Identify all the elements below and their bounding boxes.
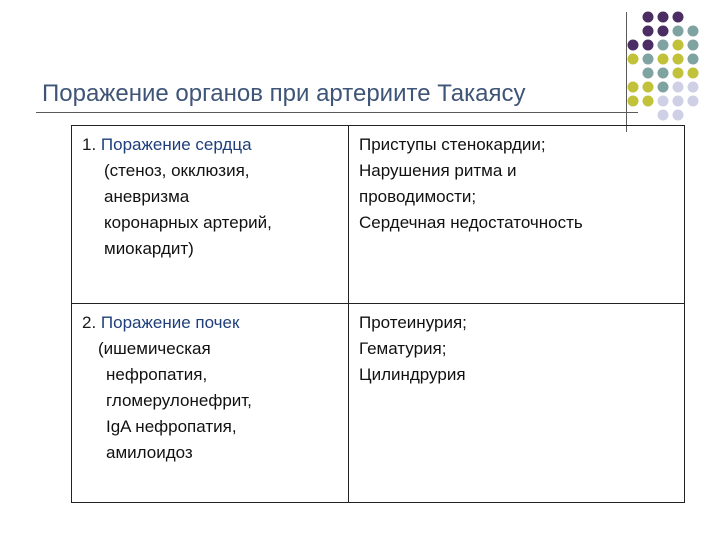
detail-line: гломерулонефрит, [106, 391, 252, 410]
decor-dot [628, 82, 639, 93]
slide-title: Поражение органов при артериите Такаясу [42, 80, 526, 107]
decor-dot [658, 68, 669, 79]
row-heading-text: Поражение сердца [100, 135, 252, 154]
table-row [72, 126, 685, 304]
vertical-divider [626, 12, 627, 132]
decor-dot [643, 12, 654, 23]
table-cell-effects [349, 126, 685, 304]
decor-dot [658, 12, 669, 23]
table-row [72, 304, 685, 503]
decor-dot [673, 12, 684, 23]
detail-line: коронарных артерий, [104, 213, 272, 232]
decor-dot [658, 40, 669, 51]
detail-line: нефропатия, [106, 365, 208, 384]
decor-dot [673, 40, 684, 51]
effect-line: Приступы стенокардии; [359, 135, 546, 154]
decorative-dot-grid [0, 0, 720, 130]
effect-line: проводимости; [359, 187, 477, 206]
decor-dot [628, 96, 639, 107]
decor-dot [673, 68, 684, 79]
decor-dot [673, 82, 684, 93]
decor-dot [673, 54, 684, 65]
decor-dot [688, 26, 699, 37]
decor-dot [658, 96, 669, 107]
table-cell-organ [72, 126, 349, 304]
row-number: 2. [82, 313, 97, 332]
decor-dot [688, 96, 699, 107]
row-heading-text: Поражение почек [100, 313, 240, 332]
decor-dot [643, 82, 654, 93]
detail-line: аневризма [104, 187, 190, 206]
effect-line: Нарушения ритма и [359, 161, 517, 180]
decor-dot [688, 54, 699, 65]
detail-line: IgA нефропатия, [106, 417, 237, 436]
decor-dot [673, 96, 684, 107]
title-underline [36, 112, 638, 113]
detail-line: (стеноз, окклюзия, [104, 161, 250, 180]
detail-line: миокардит) [104, 239, 194, 258]
effect-line: Гематурия; [359, 339, 447, 358]
table-cell-effects [349, 304, 685, 503]
row-number: 1. [82, 135, 97, 154]
decor-dot [688, 82, 699, 93]
row-heading [82, 310, 340, 336]
decor-dot [643, 40, 654, 51]
decor-dot [673, 26, 684, 37]
decor-dot [628, 40, 639, 51]
decor-dot [643, 26, 654, 37]
decor-dot [658, 82, 669, 93]
decor-dot [658, 54, 669, 65]
decor-dot [643, 96, 654, 107]
detail-line: амилоидоз [106, 443, 193, 462]
decor-dot [658, 110, 669, 121]
effect-line: Сердечная недостаточность [359, 213, 583, 232]
effect-line: Протеинурия; [359, 313, 467, 332]
decor-dot [673, 110, 684, 121]
organ-damage-table [71, 125, 685, 503]
effect-line: Цилиндрурия [359, 365, 466, 384]
decor-dot [643, 54, 654, 65]
row-heading [82, 132, 340, 158]
decor-dot [643, 68, 654, 79]
decor-dot [658, 26, 669, 37]
decor-dot [688, 40, 699, 51]
table-cell-organ [72, 304, 349, 503]
detail-line: (ишемическая [98, 339, 211, 358]
decor-dot [628, 54, 639, 65]
decor-dot [688, 68, 699, 79]
